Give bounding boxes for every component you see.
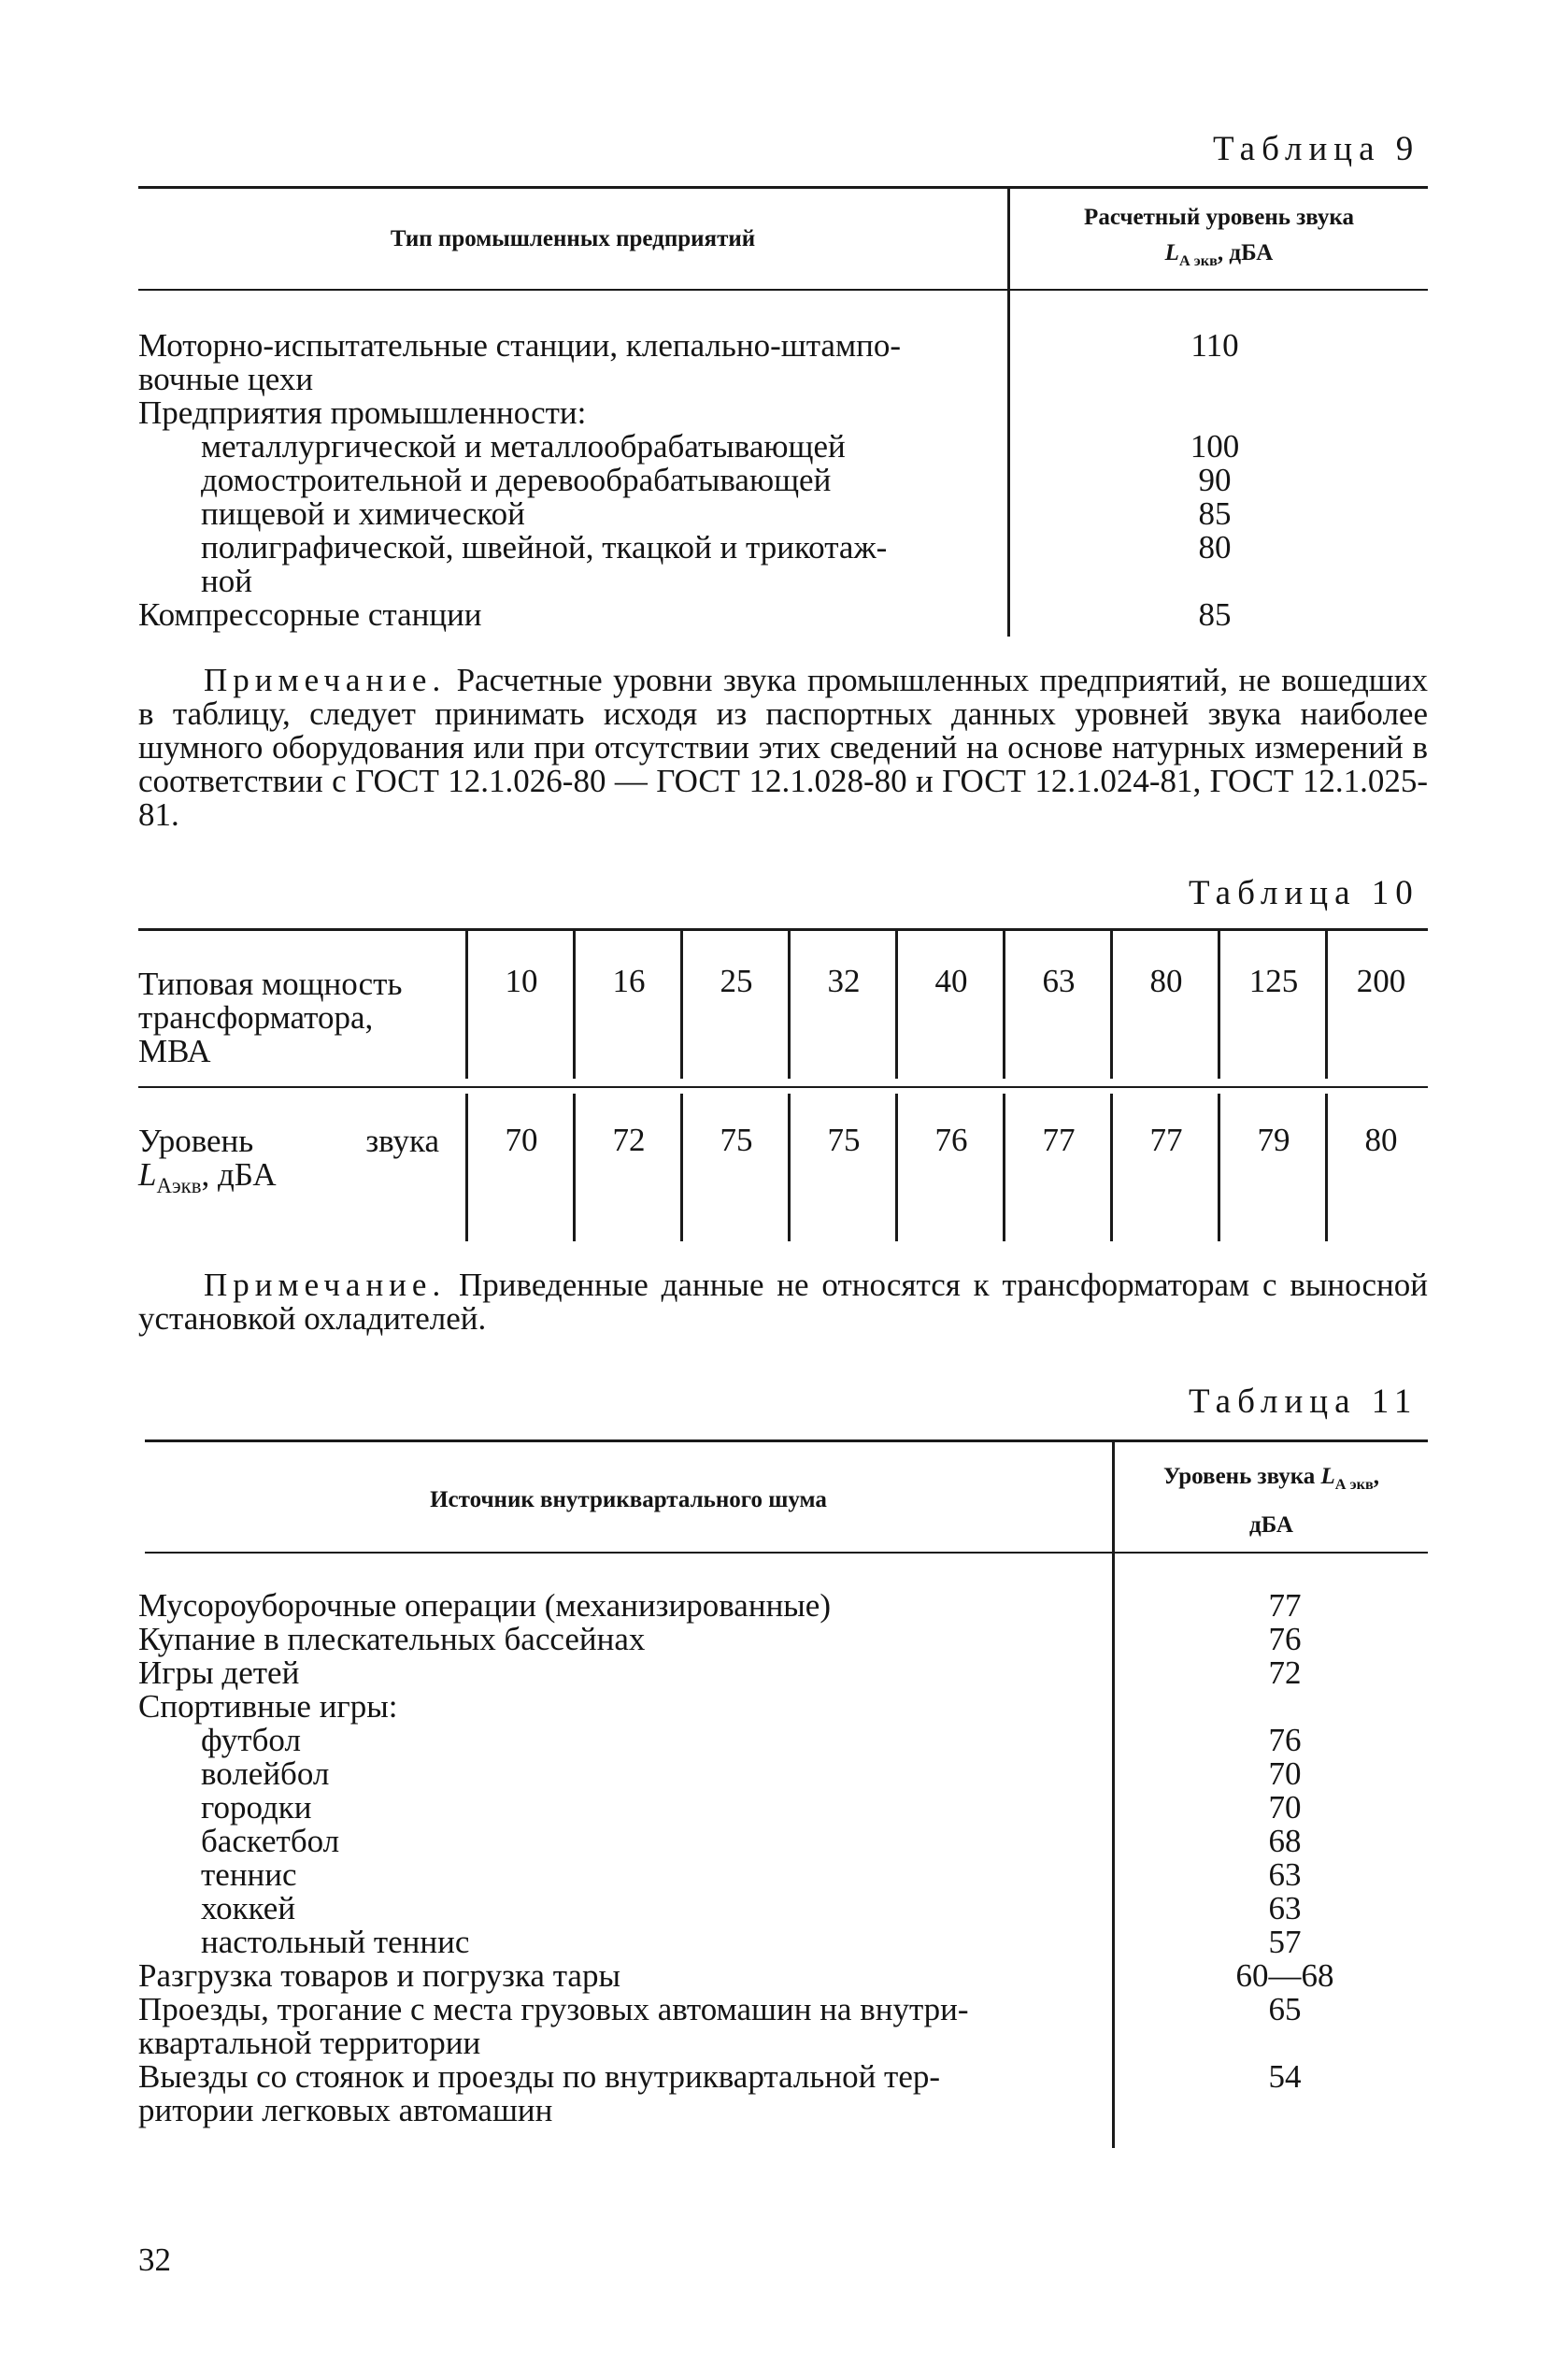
table10-divider <box>573 1094 576 1241</box>
table-row: квартальной территории <box>138 2025 481 2061</box>
table-row: металлургической и металлообрабатывающей <box>201 428 846 465</box>
table-row: домостроительной и деревообрабатывающей <box>201 462 832 498</box>
table10-divider <box>573 931 576 1079</box>
table-cell-value: 75 <box>720 1122 753 1158</box>
table-cell-value: 100 <box>1190 428 1240 465</box>
table-cell-value: 125 <box>1248 963 1299 999</box>
table10-divider <box>895 1094 898 1241</box>
table9-header-source: Тип промышленных предприятий <box>390 226 756 251</box>
table-cell-value: 79 <box>1257 1122 1290 1158</box>
table-cell-value: 70 <box>1268 1755 1302 1792</box>
table10-divider <box>1003 931 1005 1079</box>
table-cell-value: 80 <box>1364 1122 1398 1158</box>
table-cell-value: 76 <box>934 1122 968 1158</box>
table-row: городки <box>201 1789 312 1826</box>
table10-divider <box>465 931 468 1079</box>
table9-header-rule <box>138 289 1428 291</box>
table-cell-value: 80 <box>1198 529 1232 566</box>
table10-top-rule <box>138 928 1428 931</box>
table-row: вочные цехи <box>138 361 314 397</box>
table10-divider <box>1110 1094 1113 1241</box>
table-cell-value: 63 <box>1042 963 1076 999</box>
table10-row1-label-line: Типовая мощность <box>138 966 403 1002</box>
table-cell-value: 32 <box>827 963 861 999</box>
table-row: волейбол <box>201 1755 330 1792</box>
table-cell-value: 76 <box>1268 1621 1302 1657</box>
table-cell-value: 72 <box>1268 1654 1302 1691</box>
table-row: Выезды со стоянок и проезды по внутриквартальной тер- <box>138 2058 941 2095</box>
table-cell-value: 110 <box>1190 327 1239 364</box>
table-row: Компрессорные станции <box>138 596 482 633</box>
table10-divider <box>895 931 898 1079</box>
table-cell-value: 70 <box>505 1122 538 1158</box>
table-row: Спортивные игры: <box>138 1688 398 1725</box>
table11-header-rule <box>145 1552 1428 1554</box>
table10-row2-label: Уровень звука <box>138 1123 439 1159</box>
table-cell-value: 72 <box>612 1122 646 1158</box>
table-cell-value: 85 <box>1198 596 1232 633</box>
table-row: Проезды, трогание с места грузовых автомашин на внутри- <box>138 1991 969 2027</box>
table-cell-value: 77 <box>1268 1587 1302 1624</box>
table10-divider <box>1325 1094 1328 1241</box>
table11-header-level: Уровень звука $L_{А экв}$, дБА <box>1162 1464 1380 1538</box>
table10-divider <box>1325 931 1328 1079</box>
table-row: хоккей <box>201 1890 296 1926</box>
table11-column-divider <box>1112 1442 1115 2148</box>
table-cell-value: 85 <box>1198 495 1232 532</box>
table-cell-value: 65 <box>1268 1991 1302 2027</box>
table-cell-value: 80 <box>1149 963 1183 999</box>
table-row: футбол <box>201 1722 301 1758</box>
table10-row1-label-line: МВА <box>138 1033 211 1069</box>
table10-row1-label-line: трансформатора, <box>138 999 374 1036</box>
table10-divider <box>1003 1094 1005 1241</box>
table-row: Купание в плескательных бассейнах <box>138 1621 646 1657</box>
table10-middle-rule <box>138 1086 1428 1088</box>
table-row: баскетбол <box>201 1823 340 1859</box>
table-cell-value: 70 <box>1268 1789 1302 1826</box>
table10-divider <box>465 1094 468 1241</box>
table10-note: Примечание. Приведенные данные не относятся к трансформаторам с выносной установкой охладителей. <box>138 1267 1428 1337</box>
table9-note: Примечание. Расчетные уровни звука промышленных предприятий, не вошедших в таблицу, следует принимать исходя из паспортных данных уровней звука наиболее шумного оборудования или при отсутствии этих сведений на основе натурных измерений в соответствии с ГОСТ 12.1.026-80 — ГОСТ 12.1.028-80 и ГОСТ 12.1.024-81, ГОСТ 12.1.025-81. <box>138 662 1428 833</box>
table-cell-value: 63 <box>1268 1856 1302 1893</box>
table-cell-value: 57 <box>1268 1924 1302 1960</box>
table10-divider <box>1110 931 1113 1079</box>
table10-row2-unit: $L_{Аэкв}$, дБА <box>138 1156 277 1197</box>
table10-divider <box>1218 931 1220 1079</box>
table10-divider <box>1218 1094 1220 1241</box>
table-row: Мусороуборочные операции (механизированные) <box>138 1587 831 1624</box>
table10-divider <box>680 1094 683 1241</box>
table-cell-value: 77 <box>1149 1122 1183 1158</box>
page-number: 32 <box>138 2241 171 2278</box>
table-row: полиграфической, швейной, ткацкой и трикотаж- <box>201 529 888 566</box>
table-cell-value: 25 <box>720 963 753 999</box>
table-cell-value: 10 <box>505 963 538 999</box>
table10-divider <box>788 931 791 1079</box>
table-row: теннис <box>201 1856 297 1893</box>
table-row: ной <box>201 563 252 599</box>
table-row: Предприятия промышленности: <box>138 394 587 431</box>
table-row: Моторно-испытательные станции, клепально-штампо- <box>138 327 902 364</box>
table-row: настольный теннис <box>201 1924 470 1960</box>
table11-header-source: Источник внутриквартального шума <box>430 1487 827 1512</box>
table10-divider <box>680 931 683 1079</box>
table9-top-rule <box>138 186 1428 189</box>
table11-top-rule <box>145 1439 1428 1442</box>
table-cell-value: 40 <box>934 963 968 999</box>
table-cell-value: 68 <box>1268 1823 1302 1859</box>
table-cell-value: 16 <box>612 963 646 999</box>
table-cell-value: 90 <box>1198 462 1232 498</box>
table-cell-value: 77 <box>1042 1122 1076 1158</box>
table10-caption: Таблица 10 <box>1189 874 1419 912</box>
table11-caption: Таблица 11 <box>1189 1382 1418 1421</box>
table-cell-value: 76 <box>1268 1722 1302 1758</box>
table-row: пищевой и химической <box>201 495 525 532</box>
table9-caption: Таблица 9 <box>1213 130 1420 168</box>
table-cell-value: 200 <box>1356 963 1406 999</box>
table-cell-value: 63 <box>1268 1890 1302 1926</box>
table-row: Игры детей <box>138 1654 300 1691</box>
table10-divider <box>788 1094 791 1241</box>
table-cell-value: 54 <box>1268 2058 1302 2095</box>
table-row: ритории легковых автомашин <box>138 2092 553 2128</box>
table-cell-value: 60—68 <box>1235 1957 1334 1994</box>
table-row: Разгрузка товаров и погрузка тары <box>138 1957 620 1994</box>
table9-header-level: Расчетный уровень звука $L_{А экв}$, дБА <box>1084 205 1354 269</box>
table-cell-value: 75 <box>827 1122 861 1158</box>
